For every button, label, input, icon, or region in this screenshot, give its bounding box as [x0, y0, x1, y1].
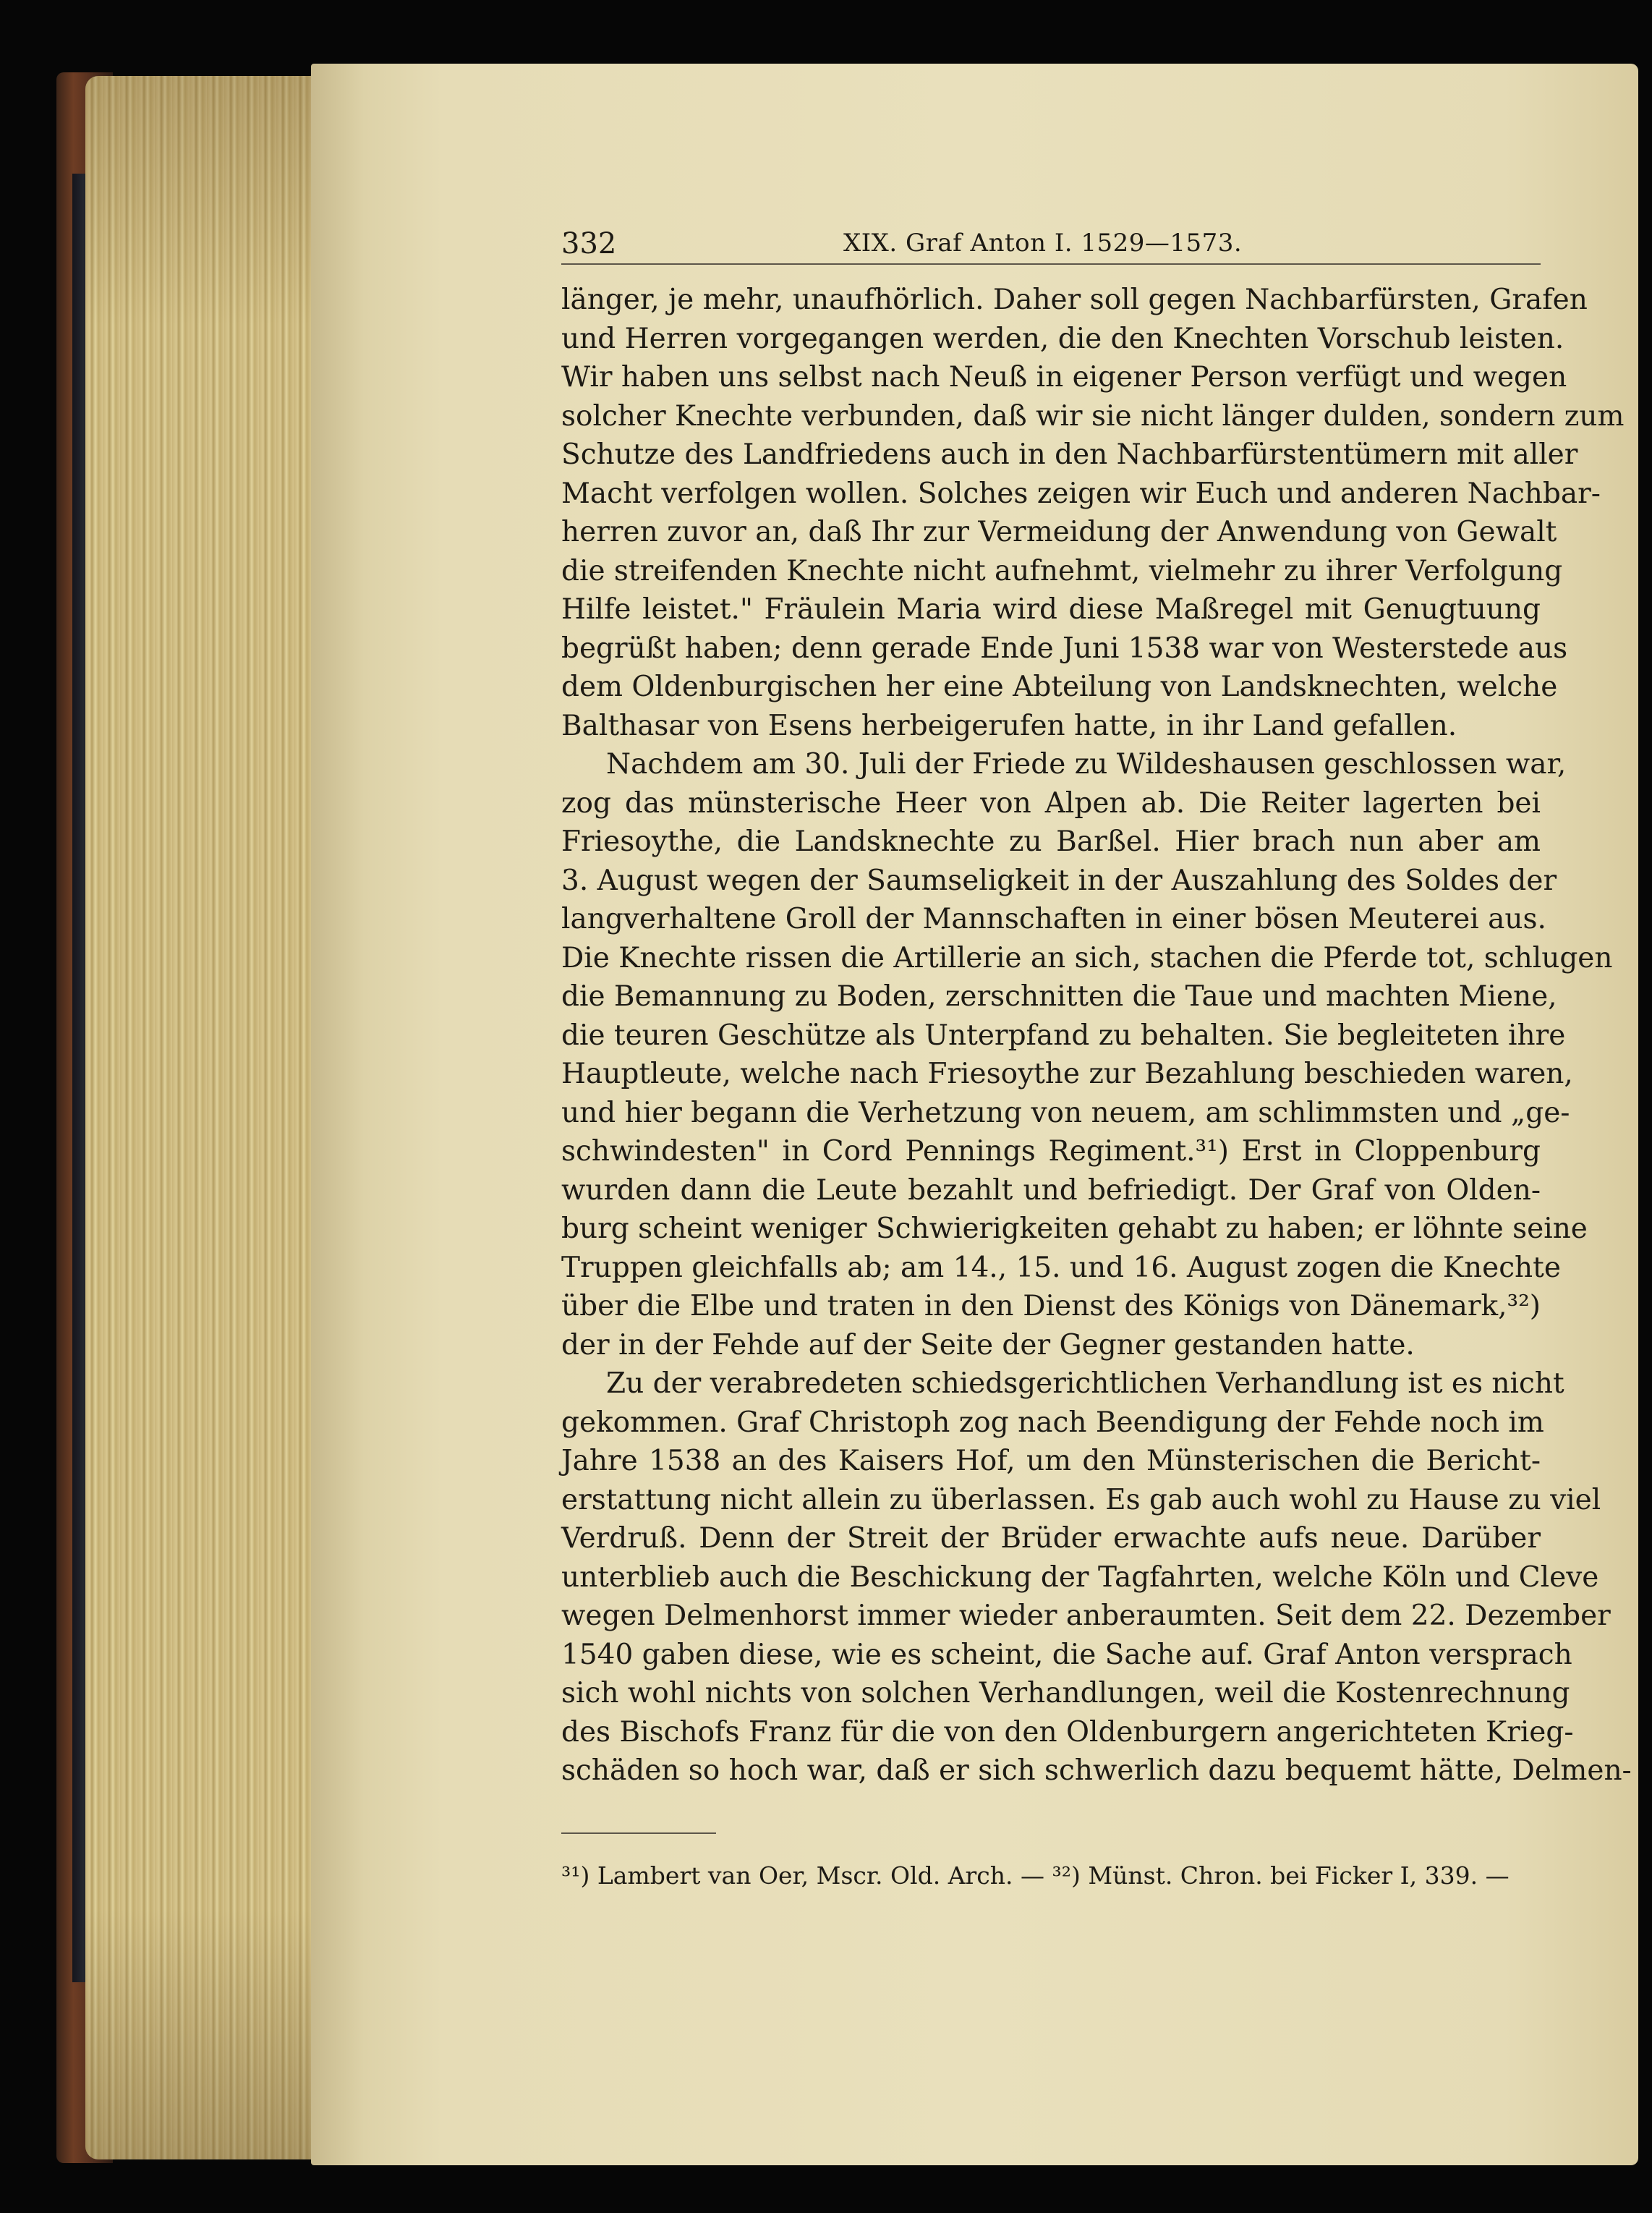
text-line: wegen Delmenhorst immer wieder anberaumten. Seit dem 22. Dezember [561, 1600, 1611, 1632]
page-text-block [561, 217, 1632, 1791]
text-line: der in der Fehde auf der Seite der Gegner gestanden hatte. [561, 1328, 1415, 1362]
text-line: schäden so hoch war, daß er sich schwerlich dazu bequemt hätte, Delmen- [561, 1754, 1632, 1787]
text-line: wurden dann die Leute bezahlt und befriedigt. Der Graf von Olden- [561, 1173, 1541, 1207]
text-line: langverhaltene Groll der Mannschaften in einer bösen Meuterei aus. [561, 903, 1546, 935]
text-line: Verdruß. Denn der Streit der Brüder erwachte aufs neue. Darüber [561, 1522, 1541, 1555]
paragraph-3 [561, 1364, 1632, 1791]
paragraph-1 [561, 281, 1625, 745]
text-line: Macht verfolgen wollen. Solches zeigen wir Euch und anderen Nachbar- [561, 477, 1601, 510]
text-line: gekommen. Graf Christoph zog nach Beendigung der Fehde noch im [561, 1406, 1544, 1439]
text-line: die Bemannung zu Boden, zerschnitten die Taue und machten Miene, [561, 980, 1557, 1013]
text-line: die teuren Geschütze als Unterpfand zu behalten. Sie begleiteten ihre [561, 1019, 1566, 1052]
text-line: des Bischofs Franz für die von den Oldenburgern angerichteten Krieg- [561, 1715, 1574, 1749]
text-line: unterblieb auch die Beschickung der Tagfahrten, welche Köln und Cleve [561, 1560, 1599, 1594]
text-line: herren zuvor an, daß Ihr zur Vermeidung der Anwendung von Gewalt [561, 516, 1557, 548]
text-line: Friesoythe, die Landsknechte zu Barßel. Hier brach nun aber am [561, 825, 1541, 858]
running-head: XIX. Graf Anton I. 1529—1573. [843, 229, 1243, 258]
text-line: über die Elbe und traten in den Dienst des Königs von Dänemark,³²) [561, 1290, 1541, 1322]
text-line: Die Knechte rissen die Artillerie an sich, stachen die Pferde tot, schlugen [561, 941, 1613, 974]
text-line: die streifenden Knechte nicht aufnehmt, vielmehr zu ihrer Verfolgung [561, 554, 1563, 587]
text-line: Hauptleute, welche nach Friesoythe zur Bezahlung beschieden waren, [561, 1058, 1573, 1090]
text-line: Nachdem am 30. Juli der Friede zu Wildeshausen geschlossen war, [606, 748, 1567, 781]
text-line: erstattung nicht allein zu überlassen. Es gab auch wohl zu Hause zu viel [561, 1483, 1601, 1516]
text-line: dem Oldenburgischen her eine Abteilung von Landsknechten, welche [561, 671, 1558, 703]
text-line: 3. August wegen der Saumseligkeit in der Auszahlung des Soldes der [561, 864, 1557, 897]
text-line: Balthasar von Esens herbeigerufen hatte, in ihr Land gefallen. [561, 709, 1457, 742]
text-line: Jahre 1538 an des Kaisers Hof, um den Münsterischen die Bericht- [561, 1445, 1541, 1477]
footnotes: ³¹) Lambert van Oer, Mscr. Old. Arch. — ³²) Münst. Chron. bei Ficker I, 339. — [561, 1861, 1510, 1890]
text-line: zog das münsterische Heer von Alpen ab. Die Reiter lagerten bei [561, 786, 1541, 820]
page-stack-shade [85, 76, 317, 2159]
text-line: Hilfe leistet." Fräulein Maria wird diese Maßregel mit Genugtuung [561, 593, 1541, 626]
text-line: 1540 gaben diese, wie es scheint, die Sache auf. Graf Anton versprach [561, 1638, 1572, 1671]
text-line: schwindesten" in Cord Pennings Regiment.³¹) Erst in Cloppenburg [561, 1135, 1541, 1168]
text-line: Truppen gleichfalls ab; am 14., 15. und 16. August zogen die Knechte [561, 1251, 1561, 1284]
text-line: solcher Knechte verbunden, daß wir sie nicht länger dulden, sondern zum [561, 399, 1625, 433]
text-line: begrüßt haben; denn gerade Ende Juni 1538 war von Westerstede aus [561, 632, 1568, 665]
footnote-rule [561, 1832, 716, 1834]
page-header [561, 217, 1541, 265]
text-line: Wir haben uns selbst nach Neuß in eigener Person verfügt und wegen [561, 361, 1567, 394]
text-line: burg scheint weniger Schwierigkeiten gehabt zu haben; er löhnte seine [561, 1212, 1588, 1245]
text-line: Zu der verabredeten schiedsgerichtlichen Verhandlung ist es nicht [606, 1367, 1564, 1400]
paragraph-2 [561, 745, 1613, 1364]
text-line: und hier begann die Verhetzung von neuem, am schlimmsten und „ge- [561, 1096, 1570, 1129]
text-line: sich wohl nichts von solchen Verhandlungen, weil die Kostenrechnung [561, 1677, 1570, 1709]
text-line: länger, je mehr, unaufhörlich. Daher soll gegen Nachbarfürsten, Grafen [561, 284, 1588, 316]
text-line: und Herren vorgegangen werden, die den Knechten Vorschub leisten. [561, 322, 1564, 355]
page-number: 332 [561, 227, 617, 260]
text-line: Schutze des Landfriedens auch in den Nachbarfürstentümern mit aller [561, 438, 1578, 471]
